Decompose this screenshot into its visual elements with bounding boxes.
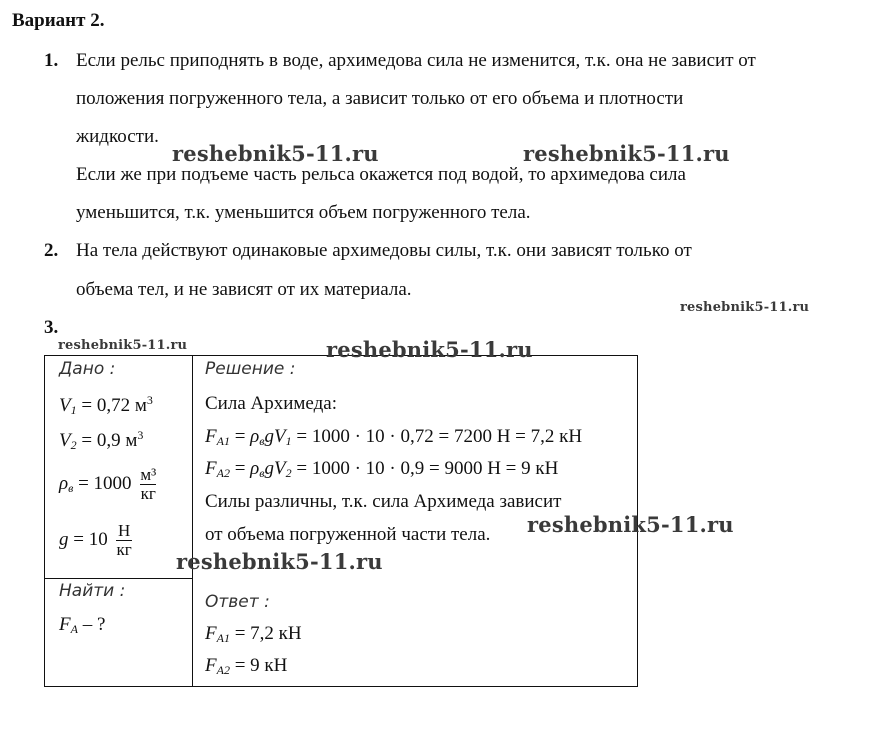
watermark: reshebnik5-11.ru bbox=[172, 141, 379, 166]
solution-formula-2: $F_{A2} = \rho_вgV_2 = 1000 \cdot 10 \cdot 0,9 = 9000$ Н = 9 кН bbox=[205, 458, 559, 480]
variant-title: Вариант 2. bbox=[12, 10, 105, 31]
given-header: Дано : bbox=[59, 359, 116, 379]
item-1-line-3: жидкости. bbox=[76, 126, 159, 147]
item-number-3: 3. bbox=[44, 317, 59, 338]
watermark: reshebnik5-11.ru bbox=[176, 549, 383, 574]
answer-header: Ответ : bbox=[205, 592, 270, 612]
solution-formula-1: $F_{A1} = \rho_вgV_1 = 1000 \cdot 10 \cdot 0,72 = 7200$ Н = 7,2 кН bbox=[205, 426, 583, 448]
rho-units-fraction: $\frac{\text{м³}}{кг}$ bbox=[140, 465, 157, 503]
item-number-1: 1. bbox=[44, 50, 59, 71]
watermark: reshebnik5-11.ru bbox=[58, 338, 188, 353]
given-v2: $V_2 = 0,9$ $м^3$ bbox=[59, 428, 144, 452]
watermark: reshebnik5-11.ru bbox=[680, 300, 810, 315]
find-value: $F_A$ – ? bbox=[59, 614, 106, 636]
solution-line-1: Сила Архимеда: bbox=[205, 393, 337, 414]
solution-line-4: Силы различны, т.к. сила Архимеда зависит bbox=[205, 491, 562, 512]
solution-line-5: от объема погруженной части тела. bbox=[205, 524, 491, 545]
table-divider-vertical bbox=[192, 356, 193, 686]
g-units-fraction: $\frac{Н}{кг}$ bbox=[116, 521, 132, 559]
solution-header: Решение : bbox=[205, 359, 296, 379]
answer-line-1: $F_{A1} = 7,2$ кН bbox=[205, 623, 302, 645]
item-1-line-5: уменьшится, т.к. уменьшится объем погруженного тела. bbox=[76, 202, 531, 223]
item-2-line-1: На тела действуют одинаковые архимедовы силы, т.к. они зависят только от bbox=[76, 240, 692, 261]
watermark: reshebnik5-11.ru bbox=[527, 512, 734, 537]
item-1-line-2: положения погруженного тела, а зависит только от его объема и плотности bbox=[76, 88, 684, 109]
item-number-2: 2. bbox=[44, 240, 59, 261]
item-1-line-1: Если рельс приподнять в воде, архимедова сила не изменится, т.к. она не зависит от bbox=[76, 50, 756, 71]
answer-line-2: $F_{A2} = 9$ кН bbox=[205, 655, 288, 677]
item-2-line-2: объема тел, и не зависят от их материала. bbox=[76, 279, 412, 300]
find-header: Найти : bbox=[59, 581, 126, 601]
table-divider-horizontal bbox=[45, 578, 193, 579]
given-v1: $V_1 = 0,72$ $м^3$ bbox=[59, 393, 153, 417]
item-1-line-4: Если же при подъеме часть рельса окажется под водой, то архимедова сила bbox=[76, 164, 686, 185]
watermark: reshebnik5-11.ru bbox=[326, 337, 533, 362]
given-g: g = 10 $\frac{Н}{кг}$ bbox=[59, 521, 132, 559]
given-rho: $\rho_в = 1000$ $\frac{\text{м³}}{кг}$ bbox=[59, 465, 157, 503]
watermark: reshebnik5-11.ru bbox=[523, 141, 730, 166]
